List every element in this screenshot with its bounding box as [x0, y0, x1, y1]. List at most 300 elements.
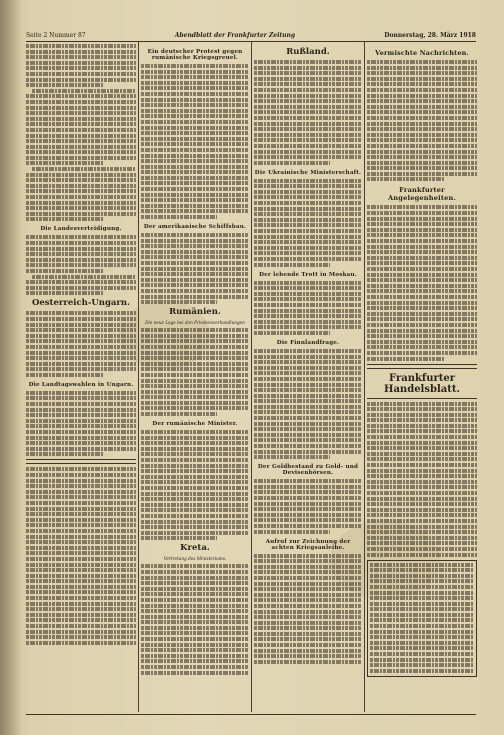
body-text-line — [254, 405, 362, 409]
body-text-line — [367, 497, 477, 501]
body-text-line — [254, 212, 362, 216]
body-text-line — [26, 590, 136, 594]
body-text-line — [141, 598, 249, 602]
body-text-line — [26, 535, 136, 539]
body-text-line — [367, 256, 477, 260]
body-text-line — [26, 189, 136, 193]
body-text-line — [254, 235, 362, 239]
body-text-line — [370, 596, 474, 600]
body-text-line — [254, 127, 362, 131]
body-text-line — [26, 235, 136, 239]
body-text-line — [367, 345, 477, 349]
body-text-line — [26, 356, 136, 360]
body-text-line — [370, 635, 474, 639]
body-text-line — [254, 576, 362, 580]
article-heading: Die Ukrainische Ministerschaft. — [254, 169, 362, 176]
body-text-line — [370, 658, 474, 662]
body-text-line — [254, 325, 362, 329]
body-text-line — [254, 331, 330, 335]
body-text-line — [254, 427, 362, 431]
body-text-line — [254, 190, 362, 194]
body-text-line — [141, 356, 249, 360]
body-text-line — [254, 637, 362, 641]
body-text-line — [367, 474, 477, 478]
body-text-line — [254, 490, 362, 494]
page-number-label: Seite 2 Nummer 87 — [26, 31, 86, 39]
body-text-line — [141, 620, 249, 624]
body-text-line — [367, 60, 477, 64]
body-text-line — [367, 82, 477, 86]
body-text-line — [26, 178, 136, 182]
body-text-line — [254, 184, 362, 188]
body-text-line — [26, 286, 136, 290]
body-text-line — [367, 553, 477, 557]
body-text-line — [370, 591, 474, 595]
body-text-line — [26, 269, 103, 273]
body-text-line — [367, 547, 477, 551]
body-text-line — [254, 320, 362, 324]
body-text-line — [254, 110, 362, 114]
body-text-line — [141, 665, 249, 669]
body-text-line — [367, 66, 477, 70]
body-text-line — [26, 568, 136, 572]
body-text-line — [26, 150, 136, 154]
body-text-line — [254, 660, 362, 664]
body-text-line — [141, 384, 249, 388]
body-text-line — [367, 155, 477, 159]
article-heading: Die Landesverteidigung. — [40, 226, 122, 233]
body-text-line — [367, 127, 477, 131]
body-text-line — [141, 70, 249, 74]
body-text-line — [26, 317, 136, 321]
body-text-line — [26, 630, 136, 634]
column-divider — [251, 42, 252, 712]
body-text-line — [26, 328, 136, 332]
body-text-line — [26, 529, 136, 533]
body-text-line — [26, 518, 136, 522]
body-text-line — [367, 413, 477, 417]
body-text-line — [367, 435, 477, 439]
body-text-line — [367, 138, 477, 142]
body-text-line — [367, 105, 477, 109]
body-text-line — [367, 122, 477, 126]
body-text-line — [141, 379, 249, 383]
body-text-line — [254, 133, 362, 137]
body-text-line — [26, 430, 136, 434]
section-subheading: Die neue Lage bei den Friedensverhandlungen — [145, 320, 245, 326]
body-text-line — [26, 134, 136, 138]
body-text-line — [254, 524, 362, 528]
body-text-line — [26, 557, 136, 561]
article-heading: Der Goldbestand zu Gold- und Devisenbörsen. — [257, 464, 359, 477]
body-text-line — [26, 323, 136, 327]
advertisement-box — [367, 560, 477, 678]
body-text-line — [254, 201, 362, 205]
body-text-line — [254, 240, 362, 244]
body-text-line — [367, 508, 477, 512]
column-4 — [367, 44, 477, 716]
body-text-line — [141, 486, 249, 490]
body-text-line — [367, 267, 477, 271]
article-heading: Die Landtagswahlen in Ungarn. — [28, 381, 134, 388]
body-text-line — [367, 239, 477, 243]
section-separator — [367, 398, 477, 399]
body-text-line — [141, 609, 249, 613]
body-text-line — [254, 410, 362, 414]
body-text-line — [254, 297, 362, 301]
body-text-line — [254, 598, 362, 602]
body-text-line — [254, 643, 362, 647]
body-text-line — [254, 195, 362, 199]
column-2 — [141, 44, 249, 716]
body-text-line — [141, 204, 249, 208]
body-text-line — [254, 309, 362, 313]
body-text-line — [26, 373, 103, 377]
body-text-line — [141, 475, 249, 479]
body-text-line — [254, 60, 362, 64]
body-text-line — [141, 255, 249, 259]
body-text-line — [254, 513, 362, 517]
body-text-line — [367, 110, 477, 114]
body-text-line — [26, 139, 136, 143]
body-text-line — [367, 306, 477, 310]
body-text-line — [367, 150, 477, 154]
body-text-line — [141, 503, 249, 507]
body-text-line — [26, 479, 136, 483]
body-text-line — [141, 441, 249, 445]
body-text-line — [26, 44, 136, 48]
body-text-line — [26, 523, 136, 527]
body-text-line — [367, 289, 477, 293]
issue-date-label: Donnerstag, 28. März 1918 — [384, 31, 476, 39]
body-text-line — [141, 492, 249, 496]
body-text-line — [254, 450, 362, 454]
body-text-line — [26, 540, 136, 544]
body-text-line — [141, 193, 249, 197]
body-text-line — [141, 137, 249, 141]
body-text-line — [367, 402, 477, 406]
body-text-line — [254, 155, 362, 159]
body-text-line — [26, 156, 136, 160]
body-text-line — [141, 64, 249, 68]
body-text-line — [26, 145, 136, 149]
body-text-line — [254, 654, 362, 658]
body-text-line — [254, 554, 362, 558]
column-3 — [254, 44, 362, 716]
body-text-line — [26, 546, 136, 550]
body-text-line — [254, 355, 362, 359]
body-text-line — [26, 362, 136, 366]
body-text-line — [141, 525, 249, 529]
body-text-line — [254, 455, 330, 459]
body-text-line — [141, 334, 249, 338]
page-header — [26, 30, 476, 40]
body-text-line — [141, 198, 249, 202]
body-text-line — [367, 457, 477, 461]
body-text-line — [141, 267, 249, 271]
body-text-line — [367, 301, 477, 305]
body-text-line — [367, 530, 477, 534]
body-text-line — [254, 626, 362, 630]
page-binding-edge — [0, 0, 22, 735]
body-text-line — [141, 480, 249, 484]
body-text-line — [26, 512, 136, 516]
article-heading: Der amerikanische Schiffsbau. — [143, 224, 247, 231]
body-text-line — [254, 71, 362, 75]
body-text-line — [370, 646, 474, 650]
body-text-line — [141, 401, 249, 405]
body-text-line — [367, 222, 477, 226]
body-text-line — [367, 250, 477, 254]
body-text-line — [367, 233, 477, 237]
body-text-line — [254, 485, 362, 489]
body-text-line — [367, 357, 444, 361]
body-text-line — [141, 261, 249, 265]
body-text-line — [141, 497, 249, 501]
body-text-line — [141, 570, 249, 574]
body-text-line — [254, 383, 362, 387]
body-text-line — [26, 184, 136, 188]
body-text-line — [254, 292, 362, 296]
body-text-line — [367, 469, 477, 473]
body-text-line — [254, 371, 362, 375]
body-text-line — [26, 391, 136, 395]
body-text-line — [26, 206, 136, 210]
body-text-line — [367, 502, 477, 506]
body-text-line — [254, 349, 362, 353]
body-text-line — [254, 496, 362, 500]
body-text-line — [26, 78, 136, 82]
body-text-line — [254, 394, 362, 398]
body-text-line — [26, 106, 136, 110]
body-text-line — [141, 637, 249, 641]
article-heading: Ein deutscher Protest gegen rumänische Kriegsgreuel. — [147, 49, 243, 61]
body-text-line — [254, 77, 362, 81]
body-text-line — [26, 212, 136, 216]
body-text-line — [141, 654, 249, 658]
body-text-line — [254, 223, 362, 227]
body-text-line — [254, 314, 362, 318]
body-text-line — [141, 469, 249, 473]
body-text-line — [367, 491, 477, 495]
body-text-line — [141, 592, 249, 596]
body-text-line — [254, 565, 362, 569]
body-text-line — [367, 334, 477, 338]
body-text-line — [254, 281, 362, 285]
body-text-line — [26, 596, 136, 600]
body-text-line — [254, 507, 362, 511]
body-text-line — [141, 215, 217, 219]
body-text-line — [254, 438, 362, 442]
body-text-line — [141, 103, 249, 107]
body-text-line — [254, 161, 330, 165]
body-text-line — [26, 94, 136, 98]
body-text-line — [26, 408, 136, 412]
body-text-line — [141, 581, 249, 585]
section-subheading: Vertretung des Ministeriums. — [163, 556, 227, 562]
body-text-line — [26, 484, 136, 488]
body-text-line — [26, 436, 136, 440]
body-text-line — [367, 441, 477, 445]
body-text-line — [254, 587, 362, 591]
body-text-line — [370, 652, 474, 656]
body-text-line — [254, 649, 362, 653]
body-text-line — [254, 582, 362, 586]
body-text-line — [367, 317, 477, 321]
body-text-line — [367, 177, 444, 181]
body-text-line — [254, 444, 362, 448]
body-text-line — [367, 329, 477, 333]
body-text-line — [26, 447, 136, 451]
body-text-line — [141, 187, 249, 191]
body-text-line — [367, 273, 477, 277]
body-text-line — [141, 520, 249, 524]
body-text-line — [141, 536, 217, 540]
body-text-line — [367, 424, 477, 428]
body-text-line — [26, 490, 136, 494]
section-heading: Rumänien. — [169, 307, 221, 318]
body-text-line — [367, 418, 477, 422]
body-text-line — [141, 643, 249, 647]
body-text-line — [141, 362, 249, 366]
body-text-line — [26, 607, 136, 611]
body-text-line — [367, 99, 477, 103]
body-text-line — [370, 574, 474, 578]
body-text-line — [26, 574, 136, 578]
body-text-line — [141, 142, 249, 146]
body-text-line — [367, 172, 477, 176]
body-text-line — [141, 576, 249, 580]
body-text-line — [254, 632, 362, 636]
body-text-line — [367, 278, 477, 282]
body-text-line — [141, 631, 249, 635]
body-text-line — [367, 485, 477, 489]
body-text-line — [141, 430, 249, 434]
body-text-line — [254, 416, 362, 420]
body-text-line — [141, 289, 249, 293]
body-text-line — [26, 263, 136, 267]
body-text-line — [367, 351, 477, 355]
body-text-line — [26, 55, 136, 59]
body-text-line — [254, 479, 362, 483]
body-text-line — [141, 159, 249, 163]
body-text-line — [26, 635, 136, 639]
body-text-line — [367, 217, 477, 221]
body-text-line — [254, 218, 362, 222]
body-text-line — [367, 323, 477, 327]
body-text-line — [26, 173, 136, 177]
body-text-line — [141, 75, 249, 79]
body-text-line — [367, 205, 477, 209]
body-text-line — [141, 114, 249, 118]
body-text-line — [26, 122, 136, 126]
article-heading: Der rumänische Minister. — [152, 421, 238, 428]
body-text-line — [141, 131, 249, 135]
body-text-line — [254, 105, 362, 109]
body-text-line — [370, 630, 474, 634]
body-text-line — [367, 116, 477, 120]
body-text-line — [141, 447, 249, 451]
footer-rule — [26, 714, 476, 715]
body-text-line — [26, 424, 136, 428]
body-text-line — [26, 473, 136, 477]
body-text-line — [26, 117, 136, 121]
body-text-line — [141, 126, 249, 130]
body-text-line — [254, 82, 362, 86]
body-text-line — [141, 464, 249, 468]
body-text-line — [26, 563, 136, 567]
body-text-line — [370, 585, 474, 589]
body-text-line — [141, 328, 249, 332]
article-heading: Vermischte Nachrichten. — [375, 49, 469, 57]
body-text-line — [141, 244, 249, 248]
body-text-line — [141, 154, 249, 158]
body-text-line — [141, 406, 249, 410]
body-text-line — [141, 272, 249, 276]
body-text-line — [26, 551, 136, 555]
body-text-line — [141, 390, 249, 394]
body-text-line — [370, 663, 474, 667]
body-text-line — [254, 433, 362, 437]
column-1 — [26, 44, 136, 716]
body-text-line — [254, 99, 362, 103]
body-text-line — [32, 167, 136, 171]
body-text-line — [26, 241, 136, 245]
body-text-line — [26, 495, 136, 499]
body-text-line — [370, 563, 474, 567]
body-text-line — [26, 641, 136, 645]
body-text-line — [26, 111, 136, 115]
article-heading: Aufruf zur Zeichnung der achten Kriegsanleihe. — [265, 538, 351, 551]
body-text-line — [26, 618, 136, 622]
body-text-line — [254, 229, 362, 233]
body-text-line — [254, 263, 330, 267]
body-text-line — [141, 209, 249, 213]
body-text-line — [26, 402, 136, 406]
body-text-line — [254, 615, 362, 619]
body-text-line — [367, 429, 477, 433]
body-text-line — [141, 283, 249, 287]
section-heading: Kreta. — [180, 543, 210, 554]
article-heading: Der lebende Trott in Moskau. — [259, 271, 357, 278]
body-text-line — [26, 334, 136, 338]
body-text-line — [141, 367, 249, 371]
body-text-line — [367, 88, 477, 92]
body-text-line — [141, 412, 217, 416]
body-text-line — [254, 502, 362, 506]
body-text-line — [26, 258, 136, 262]
body-text-line — [370, 579, 474, 583]
body-text-line — [26, 452, 103, 456]
body-text-line — [367, 446, 477, 450]
body-text-line — [26, 100, 136, 104]
body-text-line — [254, 422, 362, 426]
body-text-line — [254, 246, 362, 250]
article-heading: Die Finnlandfrage. — [276, 339, 340, 346]
body-text-line — [26, 602, 136, 606]
body-text-line — [141, 233, 249, 237]
body-text-line — [141, 345, 249, 349]
body-text-line — [141, 436, 249, 440]
body-text-line — [254, 366, 362, 370]
body-text-line — [26, 311, 136, 315]
body-text-line — [26, 291, 103, 295]
body-text-line — [367, 525, 477, 529]
body-text-line — [26, 367, 136, 371]
body-text-line — [26, 624, 136, 628]
body-text-line — [370, 613, 474, 617]
body-text-line — [141, 514, 249, 518]
